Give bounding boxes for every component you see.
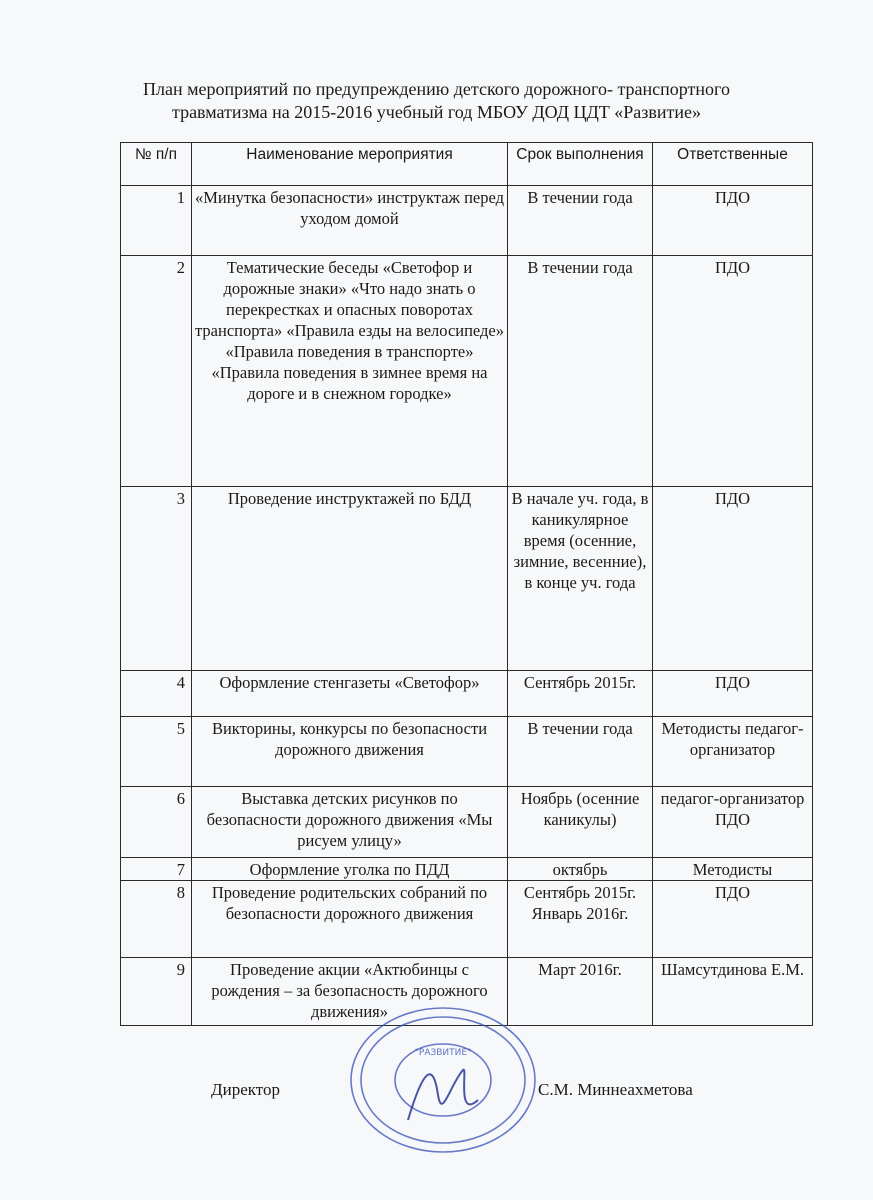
events-table: [120, 142, 813, 1026]
table-row: [121, 487, 813, 671]
row-responsible: педагог-организатор ПДО: [653, 787, 813, 858]
row-term: В течении года: [508, 256, 653, 487]
table-row: [121, 717, 813, 787]
row-num: 9: [121, 958, 192, 1026]
row-responsible: Методисты педагог-организатор: [653, 717, 813, 787]
table-row: [121, 787, 813, 858]
row-num: 8: [121, 881, 192, 958]
row-name: Викторины, конкурсы по безопасности дорожного движения: [192, 717, 508, 787]
header-term: Срок выполнения: [508, 143, 653, 186]
row-responsible: Шамсутдинова Е.М.: [653, 958, 813, 1026]
title-line-1: План мероприятий по предупреждению детского дорожного- транспортного: [143, 79, 730, 99]
row-name: Выставка детских рисунков по безопасности дорожного движения «Мы рисуем улицу»: [192, 787, 508, 858]
row-term: Сентябрь 2015г. Январь 2016г.: [508, 881, 653, 958]
signature-mark: [408, 1070, 478, 1120]
row-term: В начале уч. года, в каникулярное время (осенние, зимние, весенние), в конце уч. года: [508, 487, 653, 671]
header-name: Наименование мероприятия: [192, 143, 508, 186]
row-num: 6: [121, 787, 192, 858]
table-row: [121, 256, 813, 487]
row-num: 2: [121, 256, 192, 487]
row-responsible: ПДО: [653, 487, 813, 671]
table-row: [121, 186, 813, 256]
row-name: Оформление стенгазеты «Светофор»: [192, 671, 508, 717]
table-row: [121, 881, 813, 958]
row-name: Тематические беседы «Светофор и дорожные знаки» «Что надо знать о перекрестках и опасных поворотах транспорта» «Правила езды на велосипеде» «Правила поведения в транспорте» «Правила поведения в зимнее время на дороге и в снежном городке»: [192, 256, 508, 487]
stamp-center-text: "РАЗВИТИЕ": [414, 1048, 472, 1058]
director-label: Директор: [211, 1080, 280, 1099]
row-term: В течении года: [508, 717, 653, 787]
table-row: [121, 671, 813, 717]
header-num: № п/п: [121, 143, 192, 186]
row-name: Проведение инструктажей по БДД: [192, 487, 508, 671]
row-responsible: ПДО: [653, 881, 813, 958]
row-num: 4: [121, 671, 192, 717]
row-name: Проведение родительских собраний по безопасности дорожного движения: [192, 881, 508, 958]
row-num: 3: [121, 487, 192, 671]
document-title: [0, 78, 873, 124]
row-name: Проведение акции «Актюбинцы с рождения – за безопасность дорожного движения»: [192, 958, 508, 1026]
row-num: 7: [121, 858, 192, 881]
row-term: Ноябрь (осенние каникулы): [508, 787, 653, 858]
header-responsible: Ответственные: [653, 143, 813, 186]
signatory-name: С.М. Миннеахметова: [538, 1080, 693, 1099]
row-term: октябрь: [508, 858, 653, 881]
row-term: Март 2016г.: [508, 958, 653, 1026]
row-responsible: ПДО: [653, 186, 813, 256]
official-stamp: [338, 1000, 548, 1160]
row-term: В течении года: [508, 186, 653, 256]
table-header-row: [121, 143, 813, 186]
row-responsible: ПДО: [653, 671, 813, 717]
row-responsible: Методисты: [653, 858, 813, 881]
row-name: Оформление уголка по ПДД: [192, 858, 508, 881]
row-num: 5: [121, 717, 192, 787]
title-line-2: травматизма на 2015-2016 учебный год МБОУ ДОД ЦДТ «Развитие»: [171, 102, 702, 122]
row-num: 1: [121, 186, 192, 256]
row-responsible: ПДО: [653, 256, 813, 487]
row-term: Сентябрь 2015г.: [508, 671, 653, 717]
row-name: «Минутка безопасности» инструктаж перед уходом домой: [192, 186, 508, 256]
table-row: [121, 858, 813, 881]
stamp-seal: [351, 1008, 535, 1152]
